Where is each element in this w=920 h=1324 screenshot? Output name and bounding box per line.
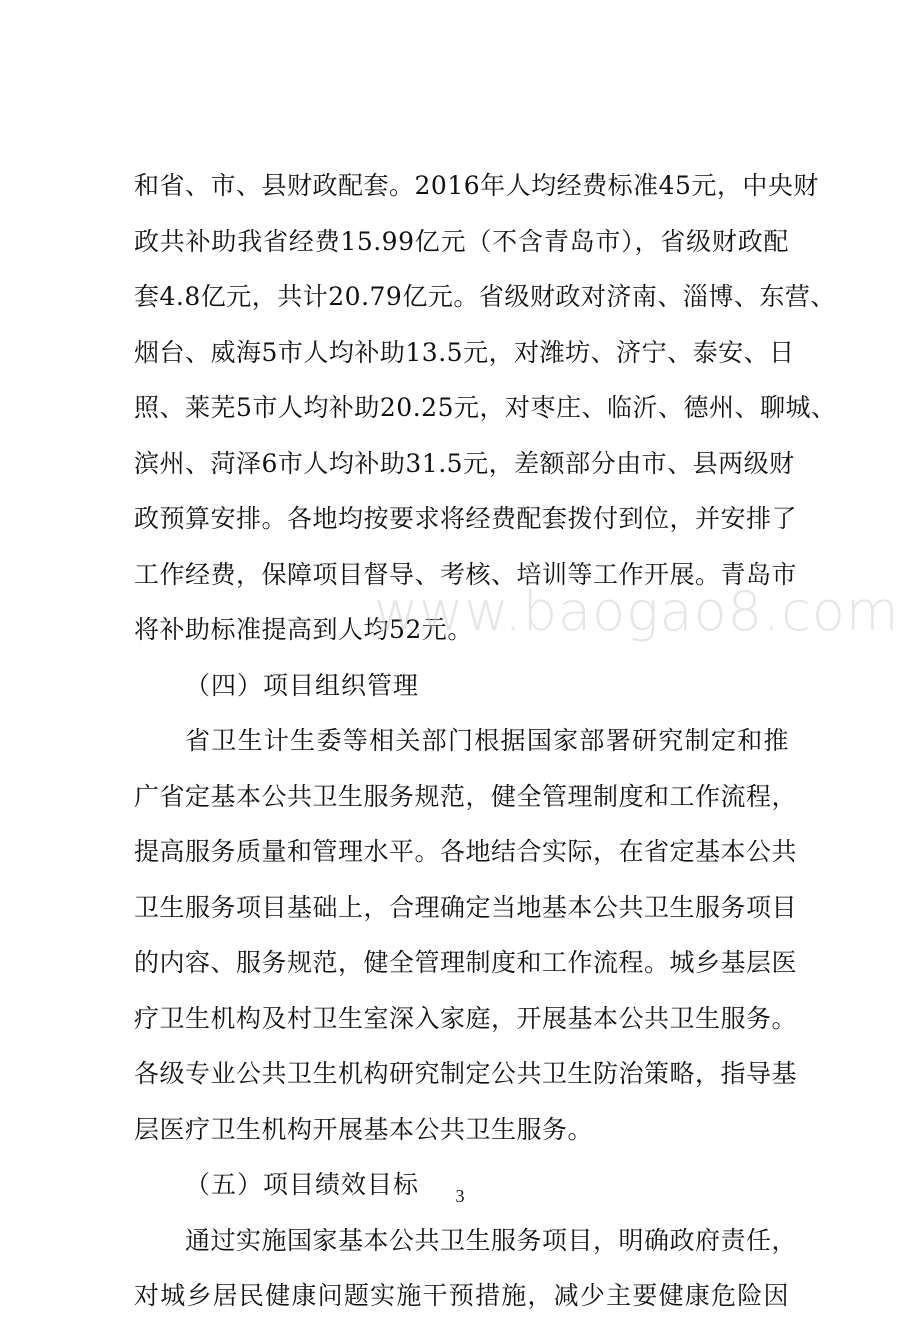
text-line: 层医疗卫生机构开展基本公共卫生服务。: [134, 1114, 594, 1144]
watermark: www.baogao8.com: [374, 580, 900, 643]
text-line: 政共补助我省经费15.99亿元（不含青岛市），省级财政配: [134, 226, 789, 256]
text-line: 烟台、威海5市人均补助13.5元，对潍坊、济宁、泰安、日: [134, 337, 795, 367]
text-line: 工作经费，保障项目督导、考核、培训等工作开展。青岛市: [134, 559, 798, 589]
text-line: 和省、市、县财政配套。2016年人均经费标准45元，中央财: [134, 171, 819, 200]
section-heading-performance: （五）项目绩效目标: [185, 1170, 420, 1199]
text-line: 套4.8亿元，共计20.79亿元。省级财政对济南、淄博、东营、: [134, 282, 836, 311]
text-line: 照、莱芜5市人均补助20.25元，对枣庄、临沂、德州、聊城、: [134, 393, 837, 422]
text-line: 的内容、服务规范，健全管理制度和工作流程。城乡基层医: [134, 948, 798, 977]
text-line: 提高服务质量和管理水平。各地结合实际，在省定基本公共: [134, 837, 798, 866]
text-line: 疗卫生机构及村卫生室深入家庭，开展基本公共卫生服务。: [134, 1003, 798, 1033]
text-line: 滨州、菏泽6市人均补助31.5元，差额部分由市、县两级财: [134, 448, 795, 478]
paragraph-performance: [134, 1213, 798, 1324]
text-line: 卫生服务项目基础上，合理确定当地基本公共卫生服务项目: [134, 892, 798, 922]
text-line: 各级专业公共卫生机构研究制定公共卫生防治策略，指导基: [134, 1059, 798, 1088]
paragraph-organization: [134, 713, 798, 1157]
text-line: 政预算安排。各地均按要求将经费配套拨付到位，并安排了: [134, 504, 798, 533]
text-line: 省卫生计生委等相关部门根据国家部署研究制定和推: [185, 726, 789, 755]
text-line: 通过实施国家基本公共卫生服务项目，明确政府责任，: [185, 1225, 798, 1255]
paragraph-funding: [134, 158, 837, 658]
text-line: 对城乡居民健康问题实施干预措施，减少主要健康危险因: [134, 1281, 789, 1310]
text-line: 将补助标准提高到人均52元。: [134, 615, 473, 644]
section-heading-organization: （四）项目组织管理: [185, 670, 420, 700]
page-number: 3: [455, 1186, 465, 1206]
text-line: 广省定基本公共卫生服务规范，健全管理制度和工作流程，: [134, 781, 798, 811]
document-body: [134, 158, 837, 1324]
